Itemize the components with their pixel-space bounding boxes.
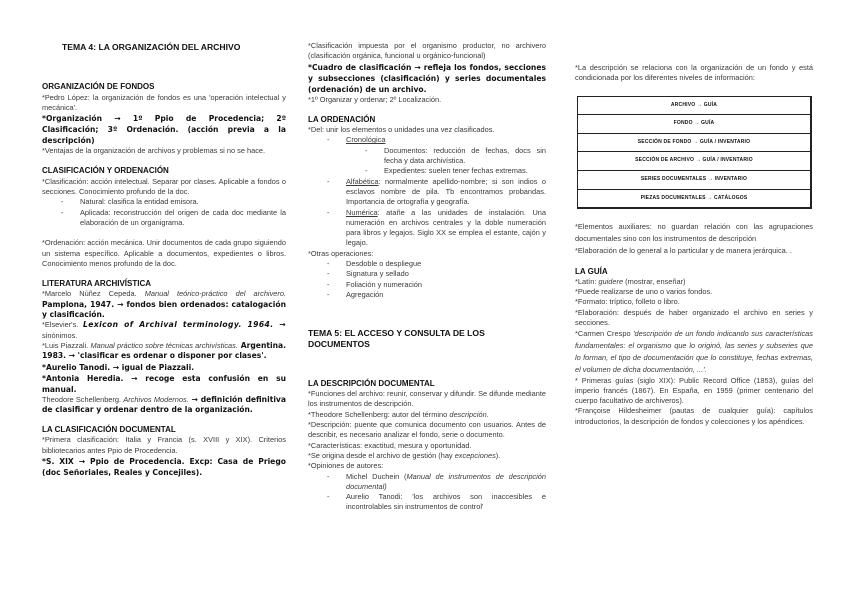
bullet-item — [308, 290, 546, 300]
paragraph — [42, 146, 286, 156]
paragraph — [575, 277, 813, 287]
bullet-item — [308, 269, 546, 279]
text-run: Alfabética — [346, 176, 379, 186]
text-run: *Opiniones de autores: — [308, 461, 384, 471]
paragraph — [308, 461, 546, 471]
text-run: *Formato: tríptico, folleto o libro. — [575, 297, 680, 307]
text-run: ). — [495, 450, 501, 460]
text-run: LA ORDENACIÓN — [308, 114, 376, 124]
text-run: Agregación — [346, 289, 384, 299]
paragraph — [308, 125, 546, 135]
text-run: descripción. — [449, 409, 489, 419]
paragraph — [575, 297, 813, 307]
text-run: *Theodore Schellenberg: autor del término — [308, 409, 450, 419]
section-heading — [308, 115, 546, 125]
text-run: Manual práctico sobre técnicas archivísticas. — [90, 340, 238, 350]
paragraph — [42, 395, 286, 416]
text-run: *Elsevier's. — [42, 320, 84, 330]
paragraph — [308, 95, 546, 105]
text-run: Theodore Schellenberg. — [42, 394, 124, 404]
bullet-item — [308, 492, 546, 513]
text-run: * Primeras guías (siglo XIX): Public Record Office (1853), guías del imperio francés (1867). En España, en 1959 (primer centenario del cuerpo facultativo de archiveros). — [575, 375, 813, 406]
paragraph — [308, 451, 546, 461]
paragraph — [575, 221, 813, 245]
text-run: *Características: exactitud, mesura y oportunidad. — [308, 440, 472, 450]
paragraph — [575, 245, 813, 257]
text-run: *Elaboración: después de haber organizado el archivo en series y secciones. — [575, 307, 813, 328]
text-run: *La descripción se relaciona con la organización de un fondo y está condicionada por los diferentes niveles de información: — [575, 63, 813, 83]
text-run: *Primera clasificación: Italia y Francia (s. XVIII y XIX). Criterios bibliotecarios antes Ppio de Procedencia. — [42, 435, 286, 455]
column-right — [575, 63, 813, 427]
bullet-item — [308, 135, 546, 145]
text-run: Natural: clasifica la entidad emisora. — [80, 197, 199, 207]
text-run: *Luis Piazzali. — [42, 340, 91, 350]
text-run: *Ordenación: acción mecánica. Unir documentos de cada grupo siguiendo un sistema específico. Aplicable a documentos, expedientes o libros. Conocimiento menos profundo de la doc. — [42, 238, 286, 268]
paragraph — [575, 287, 813, 297]
text-run: LA GUÍA — [575, 266, 608, 276]
text-run: *Elaboración de lo general a lo particular y de manera jerárquica. . — [575, 245, 792, 255]
paragraph — [42, 341, 286, 362]
paragraph — [42, 435, 286, 456]
text-run: *Se origina desde el archivo de gestión (hay — [308, 450, 455, 460]
text-run: *Otras operaciones: — [308, 248, 374, 258]
text-run: *Organización → 1º Ppio de Procedencia; 2º Clasificación; 3º Ordenación. (acción previa a la descripción) — [42, 114, 286, 146]
text-run: Aurelio Tanodi: 'los archivos son inaccesibles e incontrolables sin instrumentos de control' — [346, 492, 546, 512]
section-title — [308, 328, 546, 349]
text-run: ORGANIZACIÓN DE FONDOS — [42, 82, 155, 92]
text-run: Signatura y sellado — [346, 269, 409, 279]
text-run: Archivos Modernos. — [123, 394, 189, 404]
text-run: *Del: unir los elementos o unidades una vez clasificados. — [308, 125, 495, 135]
section-heading — [42, 82, 286, 92]
text-run: CLASIFICACIÓN Y ORDENACIÓN — [42, 166, 169, 176]
bullet-item — [42, 197, 286, 207]
text-run: sinónimos. — [42, 330, 78, 340]
table-row: ARCHIVO → GUÍA — [578, 97, 810, 116]
text-run: *Descripción: puente que comunica documento con usuarios. Antes de describir, es necesario analizar el fondo, serie o documento. — [308, 420, 546, 440]
paragraph — [308, 41, 546, 62]
paragraph — [308, 410, 546, 420]
paragraph — [575, 328, 813, 375]
paragraph — [308, 441, 546, 451]
bullet-item — [308, 177, 546, 208]
text-run: *Aurelio Tanodi. → igual de Piazzali. — [42, 362, 195, 372]
paragraph — [308, 249, 546, 259]
text-run: TEMA 5: EL ACCESO Y CONSULTA DE LOS DOCUMENTOS — [308, 328, 485, 349]
text-run: TEMA 4: LA ORGANIZACIÓN DEL ARCHIVO — [62, 42, 241, 52]
text-run: *Puede realizarse de uno o varios fondos. — [575, 287, 713, 297]
text-run: → definición definitiva de clasificar y ordenar dentro de la organización. — [42, 394, 287, 414]
text-run: Cronológica — [346, 135, 386, 145]
paragraph — [575, 63, 813, 84]
text-run: *Elementos auxiliares: no guardan relación con las agrupaciones documentales sino con los instrumentos de descripción — [575, 222, 813, 243]
bold-paragraph — [42, 373, 286, 395]
bold-paragraph — [308, 62, 546, 95]
paragraph — [42, 289, 286, 320]
column-left — [42, 42, 286, 478]
text-run: (mostrar, enseñar) — [623, 276, 686, 286]
text-run: Foliación y numeración — [346, 279, 422, 289]
text-run: Argentina. 1983. → 'clasificar es ordenar o disponer por clases'. — [42, 340, 287, 361]
paragraph — [42, 238, 286, 269]
text-run: *Pedro López: la organización de fondos es una 'operación intelectual y mecánica'. — [42, 92, 286, 112]
bold-paragraph — [42, 456, 286, 478]
paragraph — [42, 93, 286, 114]
paragraph — [575, 308, 813, 329]
bold-paragraph — [42, 113, 286, 146]
paragraph — [308, 420, 546, 441]
bullet-item — [308, 259, 546, 269]
paragraph — [308, 389, 546, 410]
section-heading — [42, 279, 286, 289]
text-run: LA DESCRIPCIÓN DOCUMENTAL — [308, 378, 435, 388]
text-run: LA CLASIFICACIÓN DOCUMENTAL — [42, 425, 176, 435]
text-run: *Cuadro de clasificación → refleja los fondos, secciones y subsecciones (clasificación) y series documentales (ordenación) de un archivo. — [308, 62, 546, 94]
bullet-item — [42, 208, 286, 229]
text-run: Expedientes: suelen tener fechas extremas. — [384, 166, 528, 176]
paragraph — [42, 177, 286, 198]
paragraph — [575, 376, 813, 407]
text-run: *Clasificación impuesta por el organismo productor, no archivero (clasificación orgánica, funcional u orgánico-funcional) — [308, 41, 546, 61]
levels-table — [577, 96, 812, 210]
text-run: Desdoble o despliegue — [346, 259, 422, 269]
section-title — [62, 42, 286, 52]
bullet-item — [308, 472, 546, 493]
bullet-item — [308, 208, 546, 249]
section-heading — [575, 267, 813, 277]
text-run: Aplicada: reconstrucción del origen de cada doc mediante la elaboración de un organigrama. — [80, 207, 286, 227]
text-run: *Ventajas de la organización de archivos y problemas si no se hace. — [42, 146, 266, 156]
text-run: Michel Duchein ( — [346, 471, 407, 481]
table-row: FONDO → GUÍA — [578, 115, 810, 134]
text-run: *Clasificación: acción intelectual. Separar por clases. Aplicable a fondos o secciones. Conocimiento profundo de la doc. — [42, 176, 286, 197]
text-run: Documentos: reducción de fechas, docs sin fecha y data archivística. — [384, 145, 546, 166]
sub-bullet-item — [308, 166, 546, 176]
text-run: : normalmente apellido-nombre; si son indios o esclavos nombre de pila. Tb encontramos probandas. Importancia de ortografía y geografía. — [346, 176, 546, 207]
text-run: Manual de instrumentos de descripción documental) — [346, 471, 546, 491]
text-run: 'descripción de un fondo indicando sus características fundamentales: el organismo que lo originó, las series y subseries que lo forman, el tipo de documentación que lo constituye, fechas extremas, el volumen de dicha documentación, ...'. — [575, 329, 813, 374]
bold-paragraph — [42, 362, 286, 373]
section-heading — [42, 166, 286, 176]
text-run: *1º Organizar y ordenar; 2º Localización. — [308, 94, 442, 104]
text-run: *Latín: — [575, 276, 599, 286]
table-row: SERIES DOCUMENTALES → INVENTARIO — [578, 171, 810, 190]
section-heading — [42, 425, 286, 435]
text-run: *S. XIX → Ppio de Procedencia. Excp: Casa de Priego (doc Señoriales, Reales y Concejiles). — [42, 457, 286, 478]
text-run: *Carmen Crespo — [575, 329, 634, 339]
text-run: *Antonia Heredia. → recoge esta confusión en su manual. — [42, 373, 286, 394]
text-run: Pamplona, 1947. → fondos bien ordenados: catalogación y clasificación. — [42, 299, 286, 320]
text-run: : atañe a las unidades de instalación. Una numeración en archivos centrales y la doble numeración para libros y legajos. Siglo XX se emplea el estante, cajón y legajo. — [346, 207, 546, 248]
text-run: LITERATURA ARCHIVÍSTICA — [42, 279, 152, 289]
text-run: *Françoise Hildesheimer (pautas de cualquier guía): capítulos introductorios, la descripción de fondos y colecciones y los apéndices. — [575, 406, 813, 426]
text-run: *Marcelo Núñez Cepeda. — [42, 289, 145, 299]
table-row: SECCIÓN DE FONDO → GUÍA / INVENTARIO — [578, 134, 810, 153]
text-run: Manual teórico-práctico del archivero. — [144, 289, 286, 299]
table-row: SECCIÓN DE ARCHIVO → GUÍA / INVENTARIO — [578, 152, 810, 171]
text-run: Numérica — [346, 207, 378, 217]
bullet-item — [308, 280, 546, 290]
text-run: *Funciones del archivo: reunir, conservar y difundir. Se difunde mediante los instrumentos de descripción. — [308, 389, 546, 409]
paragraph — [42, 320, 286, 341]
sub-bullet-item — [308, 146, 546, 167]
paragraph — [575, 406, 813, 427]
table-row: PIEZAS DOCUMENTALES → CATÁLOGOS — [640, 194, 748, 201]
text-run: Lexicon of Archival terminology. 1964. → — [83, 320, 286, 330]
text-run: excepciones — [454, 450, 496, 460]
text-run: guidere — [598, 276, 624, 286]
section-heading — [308, 379, 546, 389]
column-middle — [308, 41, 546, 513]
